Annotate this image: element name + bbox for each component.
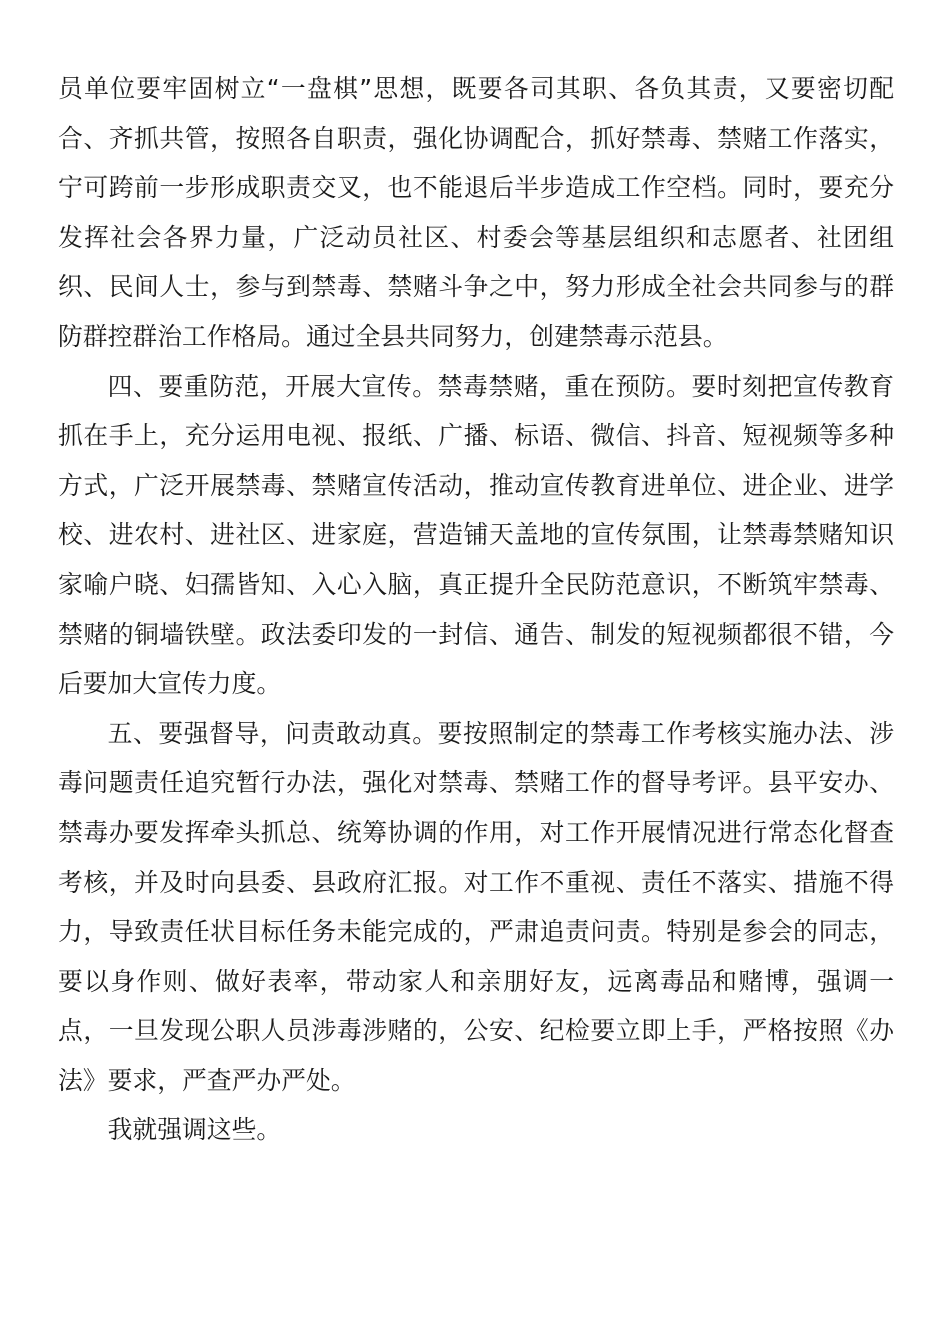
section-heading: 四、要重防范，开展大宣传。 [107,371,438,401]
paragraph-text: 要按照制定的禁毒工作考核实施办法、涉毒问题责任追究暂行办法，强化对禁毒、禁赌工作的督导考评。县平安办、禁毒办要发挥牵头抓总、统筹协调的作用，对工作开展情况进行常态化督查考核，并及时向县委、县政府汇报。对工作不重视、责任不落实、措施不得力，导致责任状目标任务未能完成的，严肃追责问责。特别是参会的同志，要以身作则、做好表率，带动家人和亲朋好友，远离毒品和赌博，强调一点，一旦发现公职人员涉毒涉赌的，公安、纪检要立即上手，严格按照《办法》要求，严查严办严处。 [58,718,894,1095]
document-body [58,64,894,1155]
paragraph-section-five [58,709,894,1106]
paragraph-continuation [58,64,894,362]
paragraph-text: 禁毒禁赌，重在预防。要时刻把宣传教育抓在手上，充分运用电视、报纸、广播、标语、微信、抖音、短视频等多种方式，广泛开展禁毒、禁赌宣传活动，推动宣传教育进单位、进企业、进学校、进农村、进社区、进家庭，营造铺天盖地的宣传氛围，让禁毒禁赌知识家喻户晓、妇孺皆知、入心入脑，真正提升全民防范意识，不断筑牢禁毒、禁赌的铜墙铁壁。政法委印发的一封信、通告、制发的短视频都很不错，今后要加大宣传力度。 [58,371,894,699]
paragraph-text: 员单位要牢固树立“一盘棋”思想，既要各司其职、各负其责，又要密切配合、齐抓共管，按照各自职责，强化协调配合，抓好禁毒、禁赌工作落实，宁可跨前一步形成职责交叉，也不能退后半步造成工作空档。同时，要充分发挥社会各界力量，广泛动员社区、村委会等基层组织和志愿者、社团组织、民间人士，参与到禁毒、禁赌斗争之中，努力形成全社会共同参与的群防群控群治工作格局。通过全县共同努力，创建禁毒示范县。 [58,74,894,351]
section-heading: 五、要强督导，问责敢动真。 [107,718,438,748]
paragraph-text: 我就强调这些。 [107,1115,282,1145]
paragraph-closing [58,1105,894,1155]
paragraph-section-four [58,362,894,709]
